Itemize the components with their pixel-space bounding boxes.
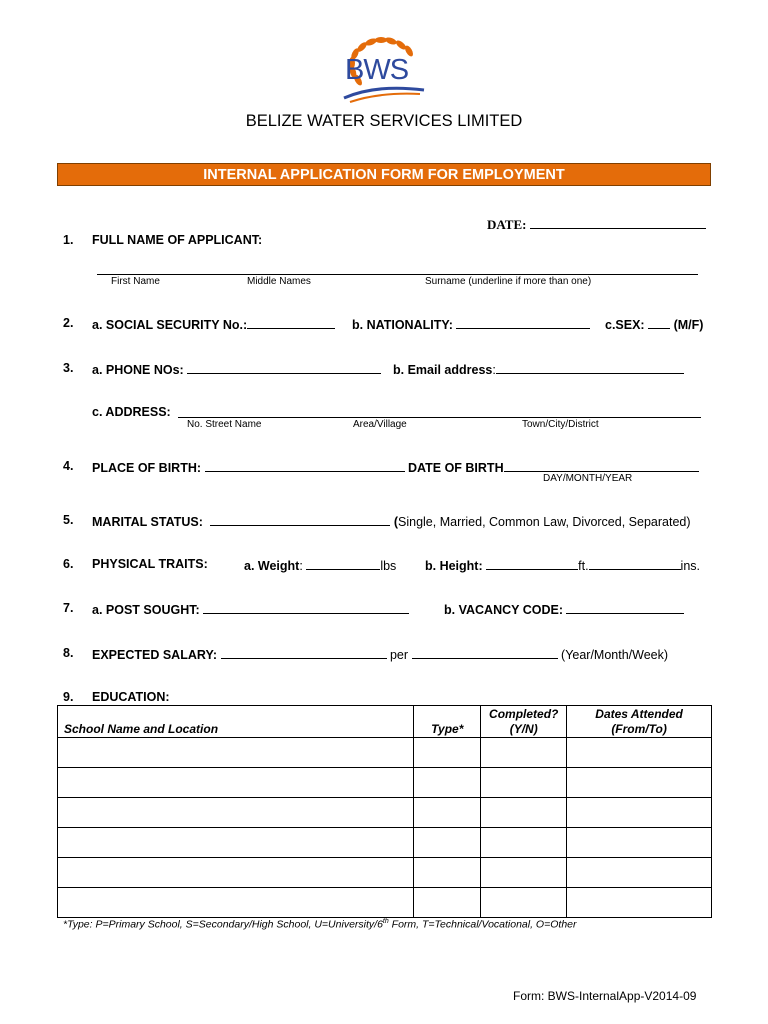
- email-field[interactable]: [496, 361, 684, 374]
- weight-row: [244, 557, 396, 573]
- form-code: Form: BWS-InternalApp-V2014-09: [513, 989, 697, 1003]
- marital-label: MARITAL STATUS:: [92, 515, 203, 529]
- date-field[interactable]: [530, 216, 706, 229]
- phone-field[interactable]: [187, 361, 381, 374]
- table-row: [58, 858, 712, 888]
- table-row: [58, 828, 712, 858]
- col-completed-line2: (Y/N): [509, 721, 538, 736]
- salary-period-field[interactable]: [412, 646, 558, 659]
- vacancy-label: b. VACANCY CODE:: [444, 603, 563, 617]
- form-title-banner: INTERNAL APPLICATION FORM FOR EMPLOYMENT: [57, 163, 711, 186]
- weight-label: a. Weight: [244, 559, 300, 573]
- height-ft-field[interactable]: [486, 557, 578, 570]
- q4-number: 4.: [63, 459, 74, 473]
- company-name: BELIZE WATER SERVICES LIMITED: [245, 112, 523, 130]
- table-row: [58, 738, 712, 768]
- q3-sub-street: No. Street Name: [187, 419, 262, 430]
- dates-cell[interactable]: [567, 858, 712, 888]
- marital-options: Single, Married, Common Law, Divorced, Separated): [398, 515, 691, 529]
- col-completed: [481, 706, 567, 738]
- dates-cell[interactable]: [567, 768, 712, 798]
- pob-field[interactable]: [205, 459, 405, 472]
- nationality-label: b. NATIONALITY:: [352, 318, 453, 332]
- dates-cell[interactable]: [567, 828, 712, 858]
- q1-label: FULL NAME OF APPLICANT:: [92, 233, 263, 247]
- q9-number: 9.: [63, 690, 74, 704]
- q2-number: 2.: [63, 316, 74, 330]
- type-cell[interactable]: [414, 738, 481, 768]
- q3-sub-town: Town/City/District: [522, 419, 599, 430]
- q8-number: 8.: [63, 646, 74, 660]
- dob-label: DATE OF BIRTH: [408, 461, 504, 475]
- salary-period-hint: (Year/Month/Week): [561, 648, 669, 662]
- dob-hint: DAY/MONTH/YEAR: [543, 473, 633, 484]
- col-completed-line1: Completed?: [489, 706, 559, 721]
- q1-sub-middle: Middle Names: [247, 276, 311, 287]
- q1-sub-surname: Surname (underline if more than one): [425, 276, 592, 287]
- dob-field[interactable]: [504, 459, 699, 472]
- completed-cell[interactable]: [481, 828, 567, 858]
- footnote-part-b: Form, T=Technical/Vocational, O=Other: [388, 918, 577, 931]
- post-row: [92, 601, 409, 617]
- dates-cell[interactable]: [567, 798, 712, 828]
- date-label: DATE:: [487, 217, 527, 232]
- sex-field[interactable]: [648, 316, 670, 329]
- col-type: Type*: [414, 706, 481, 738]
- school-cell[interactable]: [58, 888, 414, 918]
- sex-label: c.SEX:: [605, 318, 645, 332]
- sex-hint: (M/F): [673, 318, 704, 332]
- q2-row: [92, 316, 335, 332]
- school-cell[interactable]: [58, 858, 414, 888]
- salary-row: [92, 646, 668, 662]
- type-cell[interactable]: [414, 858, 481, 888]
- full-name-field[interactable]: [97, 262, 698, 275]
- address-label: c. ADDRESS:: [92, 405, 171, 419]
- table-row: [58, 768, 712, 798]
- weight-field[interactable]: [306, 557, 380, 570]
- col-dates-line1: Dates Attended: [595, 706, 683, 721]
- q5-number: 5.: [63, 513, 74, 527]
- physical-label: PHYSICAL TRAITS:: [92, 557, 208, 571]
- footnote-part-a: *Type: P=Primary School, S=Secondary/High School, U=University/6: [63, 918, 383, 931]
- phone-label: a. PHONE NOs:: [92, 363, 184, 377]
- salary-label: EXPECTED SALARY:: [92, 648, 218, 662]
- school-cell[interactable]: [58, 828, 414, 858]
- height-ins-field[interactable]: [589, 557, 681, 570]
- type-cell[interactable]: [414, 798, 481, 828]
- table-row: [58, 798, 712, 828]
- salary-per: per: [389, 648, 409, 662]
- email-label: b. Email address: [393, 363, 493, 377]
- type-cell[interactable]: [414, 828, 481, 858]
- col-dates-line2: (From/To): [611, 721, 667, 736]
- pob-label: PLACE OF BIRTH:: [92, 461, 202, 475]
- marital-row: [92, 513, 691, 529]
- q1-sub-first: First Name: [111, 276, 160, 287]
- completed-cell[interactable]: [481, 768, 567, 798]
- q3-sub-area: Area/Village: [353, 419, 407, 430]
- dates-cell[interactable]: [567, 888, 712, 918]
- completed-cell[interactable]: [481, 888, 567, 918]
- post-field[interactable]: [203, 601, 409, 614]
- weight-colon: :: [299, 559, 303, 573]
- sex-row: [605, 316, 703, 332]
- col-school: School Name and Location: [58, 706, 414, 738]
- q3-number: 3.: [63, 361, 74, 375]
- education-footnote: [63, 918, 577, 931]
- height-ins: ins.: [680, 559, 700, 573]
- address-field[interactable]: [178, 405, 701, 418]
- nationality-row: [352, 316, 590, 332]
- dates-cell[interactable]: [567, 738, 712, 768]
- q7-number: 7.: [63, 601, 74, 615]
- nationality-field[interactable]: [456, 316, 590, 329]
- education-header-row: [58, 706, 712, 738]
- table-row: [58, 888, 712, 918]
- type-cell[interactable]: [414, 888, 481, 918]
- school-cell[interactable]: [58, 798, 414, 828]
- email-row: [393, 361, 684, 377]
- logo-text: BWS: [345, 54, 409, 86]
- marital-field[interactable]: [210, 513, 390, 526]
- marital-paren: (: [393, 515, 399, 529]
- school-cell[interactable]: [58, 738, 414, 768]
- school-cell[interactable]: [58, 768, 414, 798]
- email-colon: :: [492, 363, 496, 377]
- ssn-field[interactable]: [247, 316, 335, 329]
- date-row: [487, 216, 706, 233]
- footnote-sup: th: [382, 918, 389, 925]
- ssn-label: a. SOCIAL SECURITY No.:: [92, 318, 248, 332]
- phone-row: [92, 361, 381, 377]
- education-table: [57, 705, 712, 918]
- education-label: EDUCATION:: [92, 690, 170, 704]
- q6-number: 6.: [63, 557, 74, 571]
- vacancy-field[interactable]: [566, 601, 684, 614]
- height-label: b. Height:: [425, 559, 483, 573]
- completed-cell[interactable]: [481, 858, 567, 888]
- height-ft: ft.: [578, 559, 589, 573]
- salary-field[interactable]: [221, 646, 387, 659]
- bws-logo: [336, 36, 432, 108]
- post-label: a. POST SOUGHT:: [92, 603, 200, 617]
- q1-number: 1.: [63, 233, 74, 247]
- col-dates: [567, 706, 712, 738]
- vacancy-row: [444, 601, 684, 617]
- completed-cell[interactable]: [481, 798, 567, 828]
- type-cell[interactable]: [414, 768, 481, 798]
- height-row: [425, 557, 700, 573]
- completed-cell[interactable]: [481, 738, 567, 768]
- weight-unit: lbs: [380, 559, 397, 573]
